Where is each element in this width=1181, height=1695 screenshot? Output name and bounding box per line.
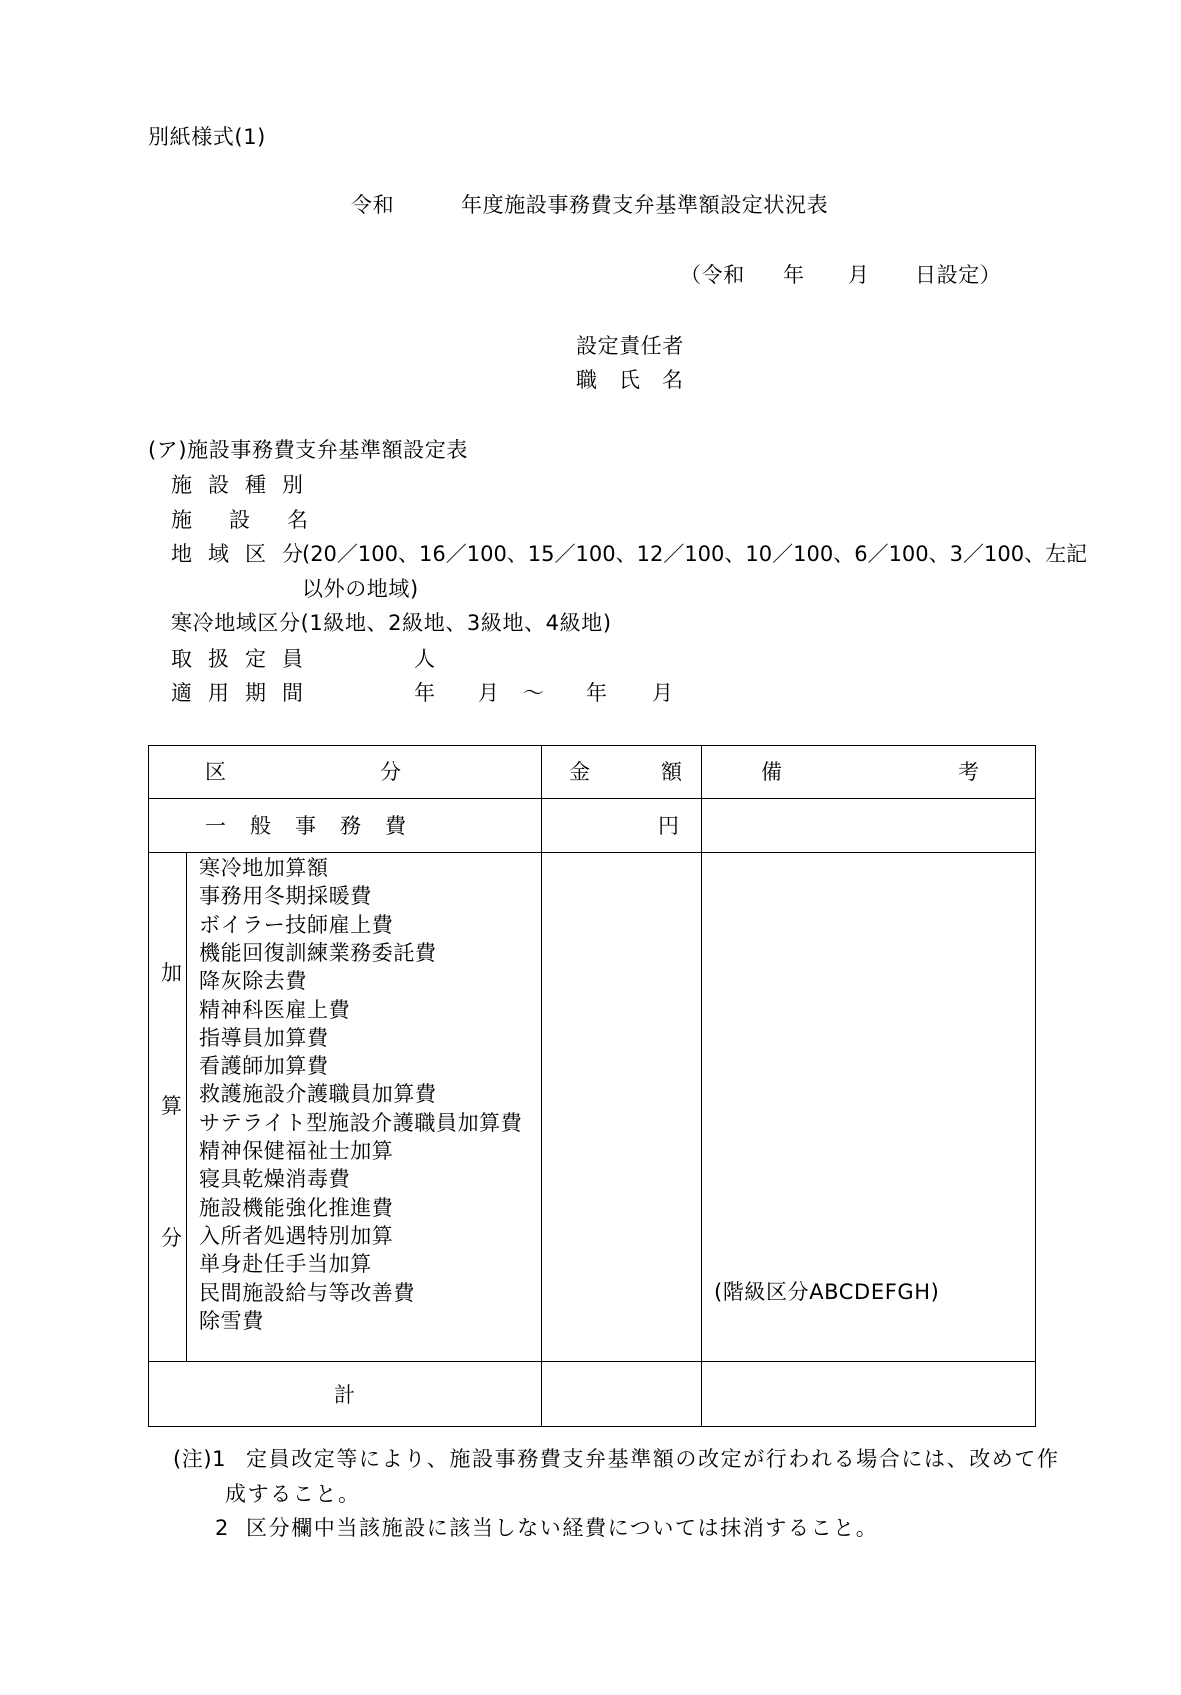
addition-item: 機能回復訓練業務委託費 (199, 940, 437, 965)
period-year-to: 年 (586, 681, 608, 705)
section-a-heading: (ア)施設事務費支弁基準額設定表 (148, 438, 468, 462)
addition-item: ボイラー技師雇上費 (199, 912, 394, 937)
group-label-san: 算 (161, 1094, 183, 1118)
total-label: 計 (334, 1383, 356, 1407)
table-rule (148, 852, 1036, 853)
general-expense-label: 一般事務費 (205, 814, 430, 838)
table-border-top (148, 745, 1036, 746)
header-remarks-1: 備 (761, 760, 783, 784)
table-border-right (1035, 745, 1036, 1427)
addition-item: 除雪費 (199, 1308, 264, 1333)
addition-item: サテライト型施設介護職員加算費 (199, 1110, 523, 1135)
addition-item: 事務用冬期採暖費 (199, 884, 372, 909)
table-rule (148, 798, 1036, 799)
facility-type-label: 施設種別 (171, 473, 319, 497)
remark-grade: (階級区分ABCDEFGH) (714, 1280, 940, 1304)
table-border-left (148, 745, 149, 1427)
note-2-number: 2 (215, 1516, 229, 1540)
addition-item: 単身赴任手当加算 (199, 1252, 372, 1277)
capacity-unit: 人 (414, 647, 436, 671)
group-label-ka: 加 (161, 961, 183, 985)
table-col-rule (541, 745, 542, 1427)
table-col-rule (701, 745, 702, 1427)
addition-item: 民間施設給与等改善費 (199, 1280, 415, 1305)
header-remarks-2: 考 (958, 760, 980, 784)
setting-date-day: 日設定） (915, 263, 1002, 287)
header-amount-2: 額 (661, 760, 683, 784)
note-1-line-2: 成すること。 (225, 1482, 361, 1506)
table-rule (148, 1361, 1036, 1362)
group-label-bun: 分 (161, 1226, 183, 1250)
period-month-from: 月 (478, 681, 500, 705)
period-tilde: ～ (523, 681, 545, 705)
title-era: 令和 (351, 193, 395, 217)
region-options-cont: 以外の地域) (302, 577, 419, 601)
name-label: 職氏名 (576, 368, 705, 392)
addition-item: 入所者処遇特別加算 (199, 1223, 394, 1248)
addition-item: 精神科医雇上費 (199, 997, 351, 1022)
facility-name-label: 施設名 (171, 508, 345, 532)
addition-item: 降灰除去費 (199, 969, 307, 994)
form-label: 別紙様式(1) (148, 125, 266, 149)
addition-item: 精神保健福祉士加算 (199, 1139, 394, 1163)
setting-date-month: 月 (848, 263, 870, 287)
table-inner-rule (186, 852, 187, 1361)
setting-date-open: （令和 (680, 263, 745, 287)
addition-item: 救護施設介護職員加算費 (199, 1082, 437, 1107)
cold-region-label: 寒冷地域区分(1級地、2級地、3級地、4級地) (171, 611, 612, 635)
page-title: 年度施設事務費支弁基準額設定状況表 (461, 193, 829, 217)
notes-prefix: (注)1 (173, 1447, 227, 1471)
header-category-2: 分 (380, 760, 402, 784)
period-label: 適用期間 (171, 681, 319, 705)
region-label: 地域区分 (171, 542, 319, 566)
header-category-1: 区 (205, 760, 227, 784)
table-border-bottom (148, 1426, 1036, 1427)
addition-item: 看護師加算費 (199, 1054, 329, 1079)
responsible-label: 設定責任者 (576, 334, 684, 358)
header-amount-1: 金 (569, 760, 591, 784)
capacity-label: 取扱定員 (171, 647, 319, 671)
setting-date-year: 年 (783, 263, 805, 287)
addition-item: 施設機能強化推進費 (199, 1195, 394, 1220)
general-expense-unit: 円 (658, 814, 680, 838)
region-options: (20／100、16／100、15／100、12／100、10／100、6／100、3／100、左記 (302, 542, 1088, 566)
note-1-line-1: 定員改定等により、施設事務費支弁基準額の改定が行われる場合には、改めて作 (246, 1447, 1060, 1471)
addition-item: 指導員加算費 (199, 1025, 329, 1050)
period-year-from: 年 (414, 681, 436, 705)
addition-item: 寒冷地加算額 (199, 856, 329, 880)
period-month-to: 月 (652, 681, 674, 705)
note-2: 区分欄中当該施設に該当しない経費については抹消すること。 (246, 1516, 879, 1540)
addition-item: 寝具乾燥消毒費 (199, 1167, 351, 1192)
